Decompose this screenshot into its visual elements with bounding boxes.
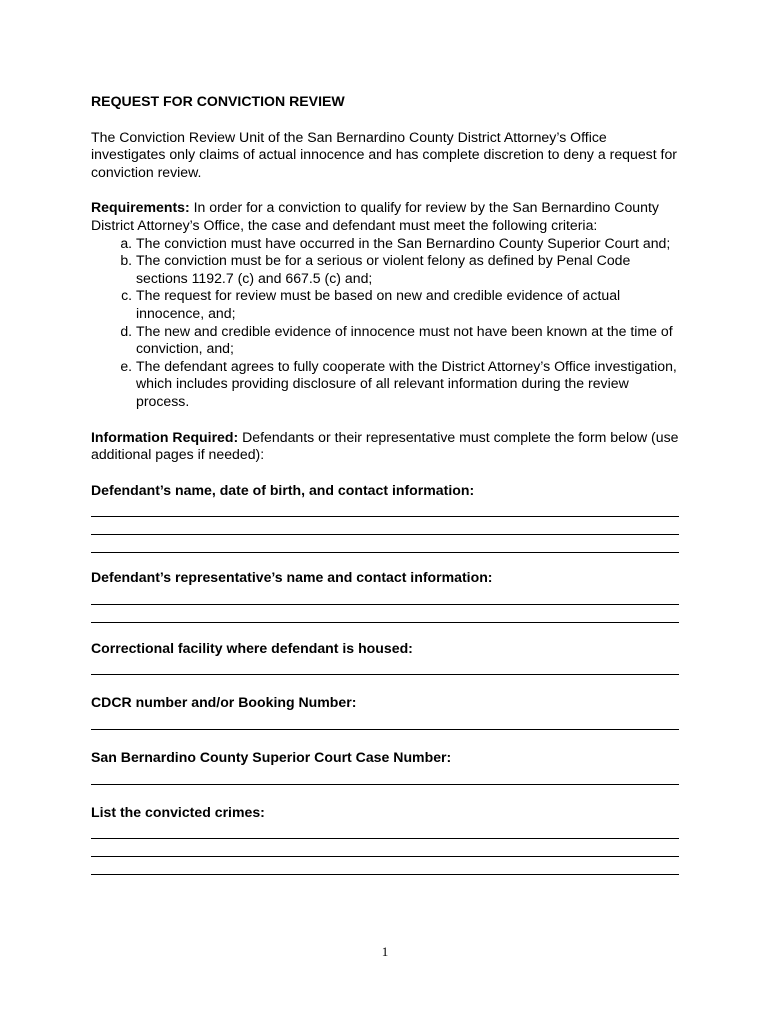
case-number-field-line[interactable] <box>91 767 679 785</box>
cdcr-field-line[interactable] <box>91 712 679 730</box>
requirements-text: In order for a conviction to qualify for review by the San Bernardino County District Attorney’s Office, the case and defendant must meet the following criteria: <box>91 199 659 233</box>
case-number-label: San Bernardino County Superior Court Case Number: <box>91 749 452 766</box>
cdcr-label: CDCR number and/or Booking Number: <box>91 694 357 711</box>
representative-field-line-2[interactable] <box>91 605 679 623</box>
crimes-label: List the convicted crimes: <box>91 803 265 820</box>
crimes-field-line-3[interactable] <box>91 857 679 875</box>
case-number-section <box>91 749 681 785</box>
representative-section <box>91 569 681 623</box>
page-number: 1 <box>381 944 389 959</box>
intro-paragraph: The Conviction Review Unit of the San Bernardino County District Attorney’s Office investigates only claims of actual innocence and has complete discretion to deny a request for conviction review. <box>91 128 678 180</box>
criteria-list <box>91 235 681 411</box>
document-page <box>91 93 681 875</box>
requirements-paragraph <box>91 199 681 234</box>
information-text: Defendants or their representative must complete the form below (use additional pages if needed): <box>91 428 679 463</box>
document-title: REQUEST FOR CONVICTION REVIEW <box>91 93 345 109</box>
representative-field-line-1[interactable] <box>91 587 679 605</box>
criteria-item-b: b. The conviction must be for a serious or violent felony as defined by Penal Code sections 1192.7 (c) and 667.5 (c) and; <box>136 252 681 287</box>
requirements-label: Requirements: <box>91 199 190 216</box>
crimes-section <box>91 804 681 876</box>
criteria-item-a: a. The conviction must have occurred in the San Bernardino County Superior Court and; <box>136 235 681 253</box>
crimes-field-line-2[interactable] <box>91 839 679 857</box>
criteria-item-e: e. The defendant agrees to fully cooperate with the District Attorney’s Office investigation, which includes providing disclosure of all relevant information during the review process. <box>136 358 681 411</box>
defendant-label: Defendant’s name, date of birth, and contact information: <box>91 481 475 498</box>
facility-label: Correctional facility where defendant is housed: <box>91 639 413 656</box>
defendant-field-line-3[interactable] <box>91 535 679 553</box>
defendant-field-line-2[interactable] <box>91 517 679 535</box>
criteria-item-d: d. The new and credible evidence of innocence must not have been known at the time of conviction, and; <box>136 323 681 358</box>
facility-field-line[interactable] <box>91 657 679 675</box>
defendant-field-line-1[interactable] <box>91 499 679 517</box>
representative-label: Defendant’s representative’s name and contact information: <box>91 569 493 586</box>
defendant-section <box>91 482 681 554</box>
information-paragraph <box>91 429 681 464</box>
cdcr-section <box>91 694 681 730</box>
information-label: Information Required: <box>91 428 239 445</box>
criteria-item-c: c. The request for review must be based on new and credible evidence of actual innocence, and; <box>136 287 681 322</box>
crimes-field-line-1[interactable] <box>91 821 679 839</box>
facility-section <box>91 640 681 676</box>
